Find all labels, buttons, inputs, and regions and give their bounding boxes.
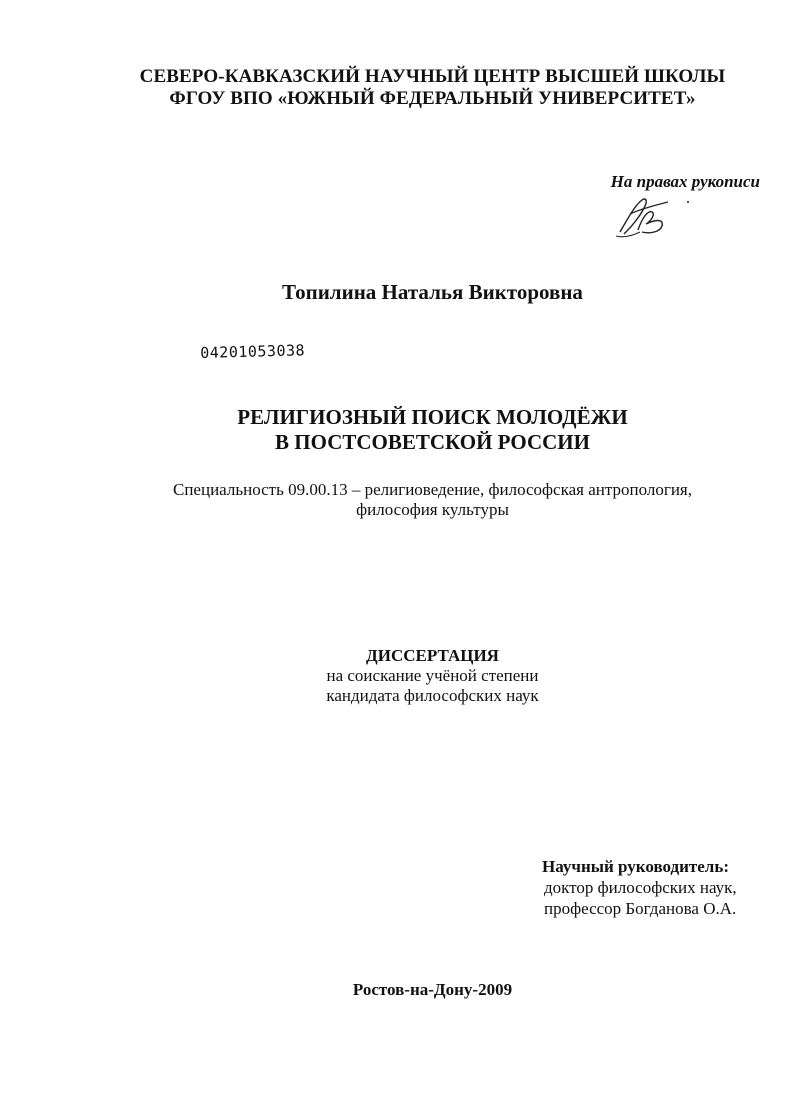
work-type — [0, 646, 797, 706]
advisor-degree: доктор философских наук, — [544, 878, 737, 897]
institution-header — [0, 66, 797, 110]
institution-line-2: ФГОУ ВПО «ЮЖНЫЙ ФЕДЕРАЛЬНЫЙ УНИВЕРСИТЕТ» — [169, 88, 696, 109]
archive-stamp-number: 04201053038 — [200, 341, 306, 362]
institution-line-1: СЕВЕРО-КАВКАЗСКИЙ НАУЧНЫЙ ЦЕНТР ВЫСШЕЙ ШКОЛЫ — [139, 66, 726, 87]
work-type-line-2: кандидата философских наук — [326, 686, 539, 705]
advisor-name: профессор Богданова О.А. — [544, 899, 737, 918]
scientific-advisor — [542, 856, 737, 919]
work-type-line-1: на соискание учёной степени — [326, 666, 539, 685]
signature-icon — [612, 192, 692, 242]
work-type-heading: ДИССЕРТАЦИЯ — [366, 646, 499, 665]
author-name: Топилина Наталья Викторовна — [282, 280, 583, 304]
specialty — [0, 480, 797, 520]
title-line-2: В ПОСТСОВЕТСКОЙ РОССИИ — [275, 430, 590, 454]
manuscript-rights-note: На правах рукописи — [610, 172, 760, 191]
title-line-1: РЕЛИГИОЗНЫЙ ПОИСК МОЛОДЁЖИ — [237, 405, 628, 429]
dissertation-title — [0, 405, 797, 455]
specialty-line-1: Специальность 09.00.13 – религиоведение, философская антропология, — [172, 480, 692, 499]
specialty-line-2: философия культуры — [356, 500, 509, 519]
advisor-label: Научный руководитель: — [542, 857, 729, 876]
place-and-year: Ростов-на-Дону-2009 — [352, 980, 513, 999]
